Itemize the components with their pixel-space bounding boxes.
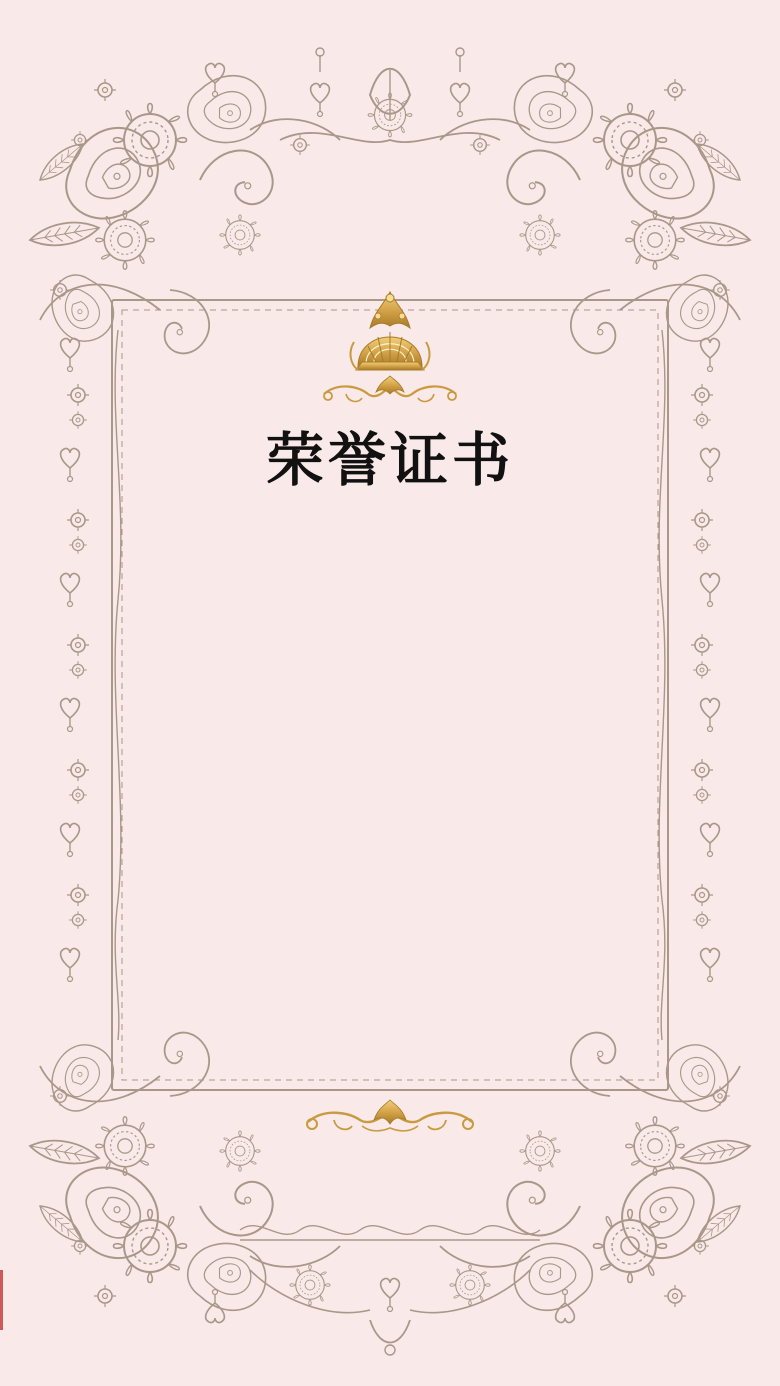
edge-mark (0, 1270, 3, 1330)
gold-divider-icon (300, 1096, 480, 1142)
gold-crest-icon (318, 282, 462, 412)
certificate-title: 荣誉证书 (265, 426, 514, 494)
